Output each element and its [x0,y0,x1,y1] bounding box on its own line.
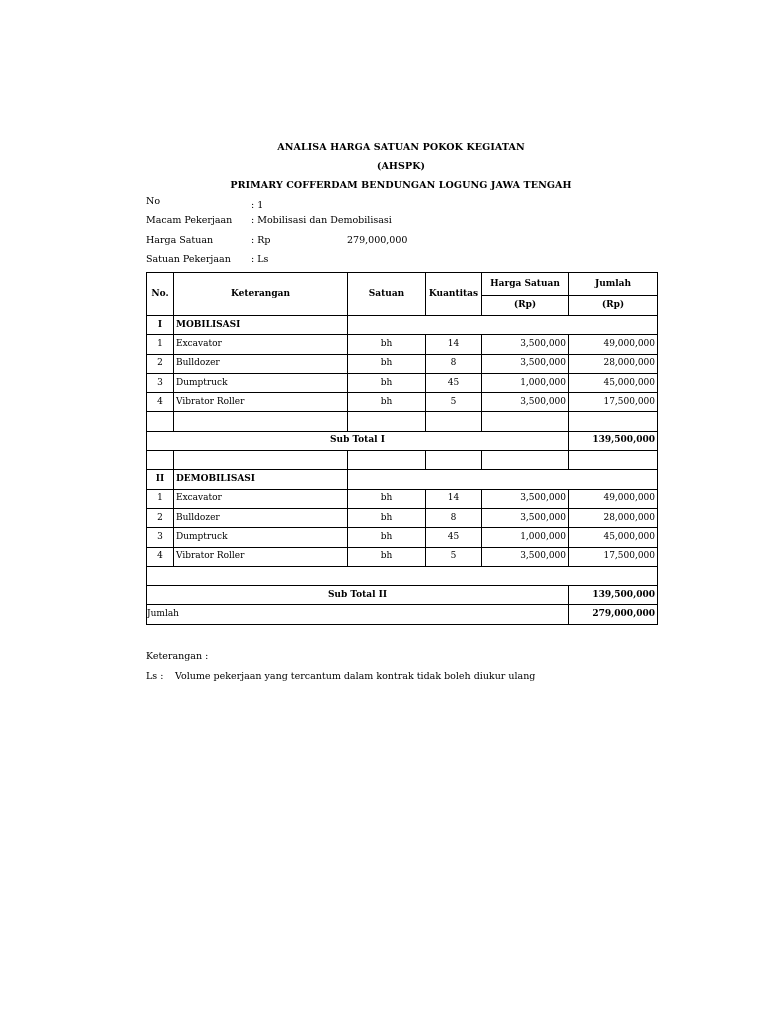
section-header-mobilisasi [147,316,658,335]
empty-row [147,566,658,585]
macam-pekerjaan-label: Macam Pekerjaan [146,215,233,226]
row-satuan: bh [348,547,426,566]
section-number: II [147,470,174,489]
satuan-pekerjaan-label: Satuan Pekerjaan [146,254,231,265]
table-row [147,335,658,354]
header-jumlah: Jumlah [569,273,658,296]
row-kuantitas: 5 [426,547,482,566]
subtotal-row [147,431,658,450]
total-label: Jumlah [147,605,569,624]
empty-row [147,412,658,431]
row-no: 4 [147,393,174,412]
harga-satuan-value: 279,000,000 [347,235,408,246]
header-no: No. [147,273,174,316]
table-row [147,354,658,373]
row-kuantitas: 14 [426,489,482,508]
row-item: Dumptruck [174,528,348,547]
row-harga: 3,500,000 [482,489,569,508]
table-row [147,489,658,508]
document-title: ANALISA HARGA SATUAN POKOK KEGIATAN [277,142,525,153]
table-row [147,373,658,392]
subtotal-row [147,586,658,605]
row-harga: 3,500,000 [482,393,569,412]
row-jumlah: 45,000,000 [569,373,658,392]
row-kuantitas: 8 [426,354,482,373]
table-row [147,508,658,527]
row-harga: 1,000,000 [482,528,569,547]
row-item: Excavator [174,489,348,508]
table-row [147,547,658,566]
row-satuan: bh [348,335,426,354]
row-item: Vibrator Roller [174,547,348,566]
row-kuantitas: 5 [426,393,482,412]
subtotal-label: Sub Total II [147,586,569,605]
row-satuan: bh [348,508,426,527]
row-kuantitas: 45 [426,373,482,392]
section-title: DEMOBILISASI [174,470,348,489]
row-satuan: bh [348,354,426,373]
table-row [147,528,658,547]
row-no: 3 [147,373,174,392]
row-jumlah: 17,500,000 [569,547,658,566]
section-blank [348,316,658,335]
section-title: MOBILISASI [174,316,348,335]
row-no: 3 [147,528,174,547]
row-jumlah: 45,000,000 [569,528,658,547]
row-harga: 3,500,000 [482,547,569,566]
row-jumlah: 28,000,000 [569,354,658,373]
harga-satuan-label: Harga Satuan [146,235,214,246]
empty-row [147,451,658,470]
row-item: Excavator [174,335,348,354]
notes-heading: Keterangan : [146,651,209,662]
row-no: 4 [147,547,174,566]
project-title: PRIMARY COFFERDAM BENDUNGAN LOGUNG JAWA TENGAH [230,180,572,191]
row-harga: 3,500,000 [482,354,569,373]
row-jumlah: 28,000,000 [569,508,658,527]
row-no: 2 [147,354,174,373]
subtotal-value: 139,500,000 [569,431,658,450]
macam-pekerjaan-value: : Mobilisasi dan Demobilisasi [251,215,392,226]
section-number: I [147,316,174,335]
subtotal-value: 139,500,000 [569,586,658,605]
notes-ls-text: Volume pekerjaan yang tercantum dalam kontrak tidak boleh diukur ulang [175,671,536,682]
total-value: 279,000,000 [569,605,658,624]
row-satuan: bh [348,528,426,547]
header-harga-satuan: Harga Satuan [482,273,569,296]
header-keterangan: Keterangan [174,273,348,316]
no-value: : 1 [251,200,264,211]
document-subtitle: (AHSPK) [376,161,426,172]
no-label: No [146,196,161,207]
satuan-pekerjaan-value: : Ls [251,254,269,265]
section-blank [348,470,658,489]
row-jumlah: 17,500,000 [569,393,658,412]
row-satuan: bh [348,393,426,412]
row-item: Dumptruck [174,373,348,392]
row-jumlah: 49,000,000 [569,489,658,508]
row-satuan: bh [348,489,426,508]
row-no: 2 [147,508,174,527]
row-item: Bulldozer [174,508,348,527]
table-row [147,393,658,412]
header-kuantitas: Kuantitas [426,273,482,316]
harga-satuan-prefix: : Rp [251,235,271,246]
header-jumlah-rp: (Rp) [569,296,658,316]
row-no: 1 [147,335,174,354]
row-no: 1 [147,489,174,508]
row-kuantitas: 45 [426,528,482,547]
notes-ls-label: Ls : [146,671,164,682]
section-header-demobilisasi [147,470,658,489]
row-harga: 3,500,000 [482,508,569,527]
row-harga: 1,000,000 [482,373,569,392]
total-row [147,605,658,624]
row-item: Bulldozer [174,354,348,373]
row-kuantitas: 14 [426,335,482,354]
ahspk-table [146,272,658,625]
row-kuantitas: 8 [426,508,482,527]
table-header-row [147,273,658,296]
subtotal-label: Sub Total I [147,431,569,450]
row-item: Vibrator Roller [174,393,348,412]
row-satuan: bh [348,373,426,392]
header-satuan: Satuan [348,273,426,316]
header-harga-rp: (Rp) [482,296,569,316]
row-jumlah: 49,000,000 [569,335,658,354]
row-harga: 3,500,000 [482,335,569,354]
